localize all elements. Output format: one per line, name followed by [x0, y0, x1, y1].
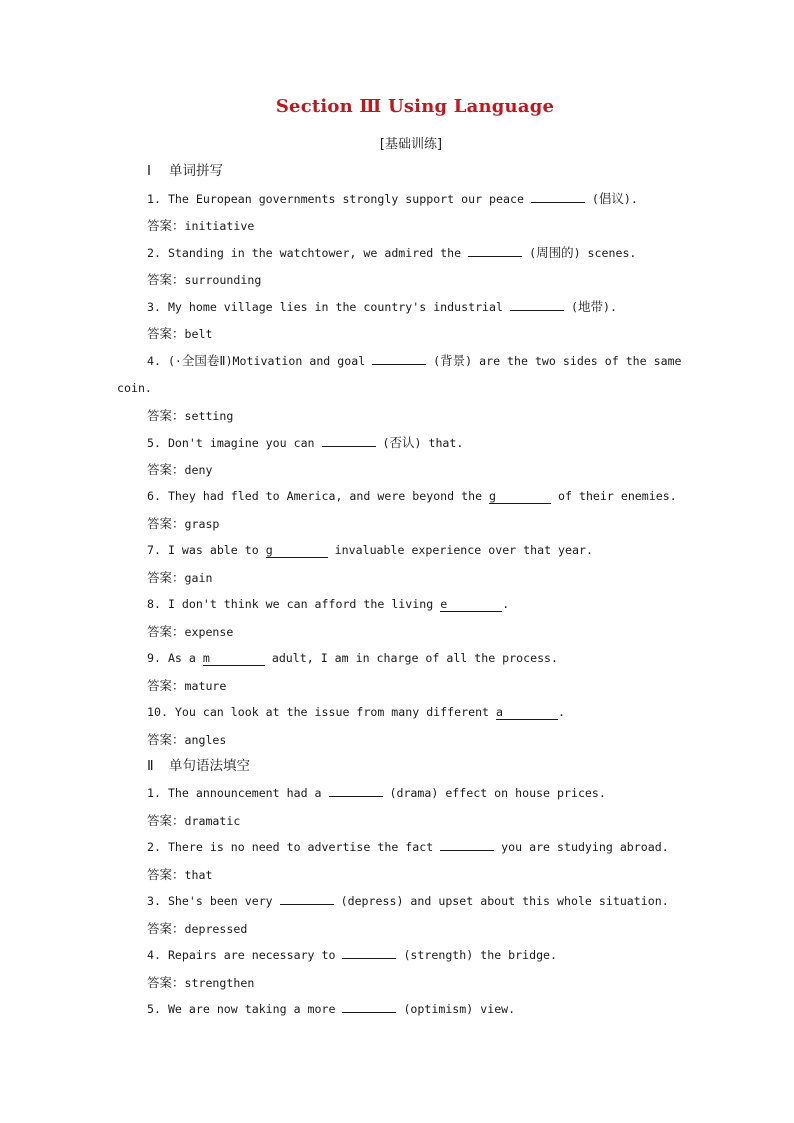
page-subtitle: [基础训练] [379, 137, 443, 152]
question-number: 4. [147, 354, 168, 368]
question-item [117, 699, 682, 726]
answer-value: belt [184, 327, 213, 341]
answer-blank: g [489, 490, 551, 504]
question-item [117, 347, 682, 402]
answer-line [117, 969, 682, 996]
question-text-after: of their enemies. [551, 489, 677, 503]
answer-value: gain [184, 571, 213, 585]
question-item [117, 293, 682, 320]
question-text: (·全国卷Ⅱ)Motivation and goal [167, 353, 373, 368]
answer-line [117, 266, 682, 293]
answer-label: 答案： [147, 624, 185, 639]
answer-blank [322, 434, 376, 447]
question-number: 7. [147, 543, 168, 557]
question-number: 5. [147, 436, 168, 450]
page-title: Section Ⅲ Using Language [275, 96, 555, 117]
answer-label: 答案： [147, 462, 185, 477]
question-number: 8. [147, 597, 168, 611]
question-item [117, 537, 682, 564]
answer-blank [531, 190, 585, 203]
answer-label: 答案： [147, 570, 185, 585]
answer-value: setting [184, 409, 234, 423]
section-numeral: Ⅱ [147, 758, 154, 774]
answer-value: strengthen [184, 976, 255, 990]
question-item [117, 888, 682, 915]
answer-blank [468, 244, 522, 257]
question-text: There is no need to advertise the fact [167, 840, 441, 854]
answer-value: that [184, 868, 213, 882]
question-item [117, 185, 682, 212]
question-item [117, 645, 682, 672]
question-text: She's been very [167, 894, 280, 908]
answer-blank: a [496, 706, 558, 720]
answer-label: 答案： [147, 678, 185, 693]
answer-line [117, 807, 682, 834]
question-number: 4. [147, 948, 168, 962]
answer-line [117, 915, 682, 942]
answer-line [117, 212, 682, 239]
question-text-after: you are studying abroad. [494, 840, 669, 854]
question-text: You can look at the issue from many different [174, 705, 497, 719]
answer-label: 答案： [147, 813, 185, 828]
answer-label: 答案： [147, 867, 185, 882]
answer-line [117, 861, 682, 888]
answer-label: 答案： [147, 326, 185, 341]
question-text-after: (否认) that. [375, 435, 464, 450]
answer-value: initiative [184, 219, 255, 233]
question-text-after: (strength) the bridge. [396, 948, 558, 962]
question-text: As a [167, 651, 203, 665]
answer-value: surrounding [184, 273, 262, 287]
question-text: Repairs are necessary to [167, 948, 343, 962]
question-text: I don't think we can afford the living [167, 597, 441, 611]
answer-value: expense [184, 625, 234, 639]
question-text-after: invaluable experience over that year. [327, 543, 593, 557]
answer-value: depressed [184, 922, 248, 936]
section-heading [117, 753, 682, 780]
question-text-after: (周围的) scenes. [522, 245, 637, 260]
answer-label: 答案： [147, 408, 185, 423]
question-text: The announcement had a [167, 786, 329, 800]
question-number: 5. [147, 1002, 168, 1016]
question-number: 1. [147, 786, 168, 800]
question-text: Standing in the watchtower, we admired the [167, 246, 469, 260]
answer-blank [510, 298, 564, 311]
section-numeral: Ⅰ [147, 163, 151, 179]
question-number: 9. [147, 651, 168, 665]
question-number: 2. [147, 246, 168, 260]
question-item [117, 996, 682, 1023]
question-text: They had fled to America, and were beyond the [167, 489, 490, 503]
question-number: 3. [147, 894, 168, 908]
answer-label: 答案： [147, 975, 185, 990]
question-text-after: (背景) are the two sides of the same coin. [117, 353, 682, 395]
answer-line [117, 564, 682, 591]
answer-label: 答案： [147, 516, 185, 531]
answer-line [117, 320, 682, 347]
exercise-content [117, 158, 682, 1023]
question-item [117, 429, 682, 456]
section-title: 单句语法填空 [169, 758, 250, 774]
question-text-after: (倡议). [584, 191, 638, 206]
answer-value: angles [184, 733, 227, 747]
answer-line [117, 402, 682, 429]
answer-value: mature [184, 679, 227, 693]
answer-blank [342, 946, 396, 959]
section-title: 单词拼写 [169, 163, 223, 179]
answer-blank [280, 892, 334, 905]
question-item [117, 483, 682, 510]
answer-label: 答案： [147, 272, 185, 287]
answer-blank [440, 838, 494, 851]
question-item [117, 834, 682, 861]
answer-blank [329, 784, 383, 797]
question-number: 6. [147, 489, 168, 503]
answer-blank: m [203, 652, 265, 666]
answer-line [117, 618, 682, 645]
question-number: 3. [147, 300, 168, 314]
answer-blank: e [440, 598, 502, 612]
question-text-after: (地带). [563, 299, 617, 314]
answer-blank: g [266, 544, 328, 558]
answer-line [117, 726, 682, 753]
question-item [117, 780, 682, 807]
question-text: We are now taking a more [167, 1002, 343, 1016]
question-text: I was able to [167, 543, 266, 557]
question-text: The European governments strongly support our peace [167, 192, 531, 206]
question-item [117, 591, 682, 618]
answer-label: 答案： [147, 921, 185, 936]
answer-label: 答案： [147, 218, 185, 233]
question-number: 2. [147, 840, 168, 854]
question-number: 1. [147, 192, 168, 206]
question-item [117, 942, 682, 969]
answer-line [117, 510, 682, 537]
answer-line [117, 672, 682, 699]
question-text: Don't imagine you can [167, 436, 322, 450]
question-text-after: adult, I am in charge of all the process. [264, 651, 559, 665]
question-item [117, 239, 682, 266]
answer-label: 答案： [147, 732, 185, 747]
answer-value: deny [184, 463, 213, 477]
question-text-after: (drama) effect on house prices. [382, 786, 606, 800]
answer-value: dramatic [184, 814, 241, 828]
question-text-after: . [502, 597, 510, 611]
question-text-after: (depress) and upset about this whole situation. [333, 894, 669, 908]
answer-line [117, 456, 682, 483]
answer-blank [372, 352, 426, 365]
question-text-after: . [558, 705, 565, 719]
question-text-after: (optimism) view. [396, 1002, 516, 1016]
question-text: My home village lies in the country's industrial [167, 300, 510, 314]
answer-value: grasp [184, 517, 220, 531]
question-number: 10. [147, 705, 175, 719]
section-heading [117, 158, 682, 185]
answer-blank [342, 1000, 396, 1013]
